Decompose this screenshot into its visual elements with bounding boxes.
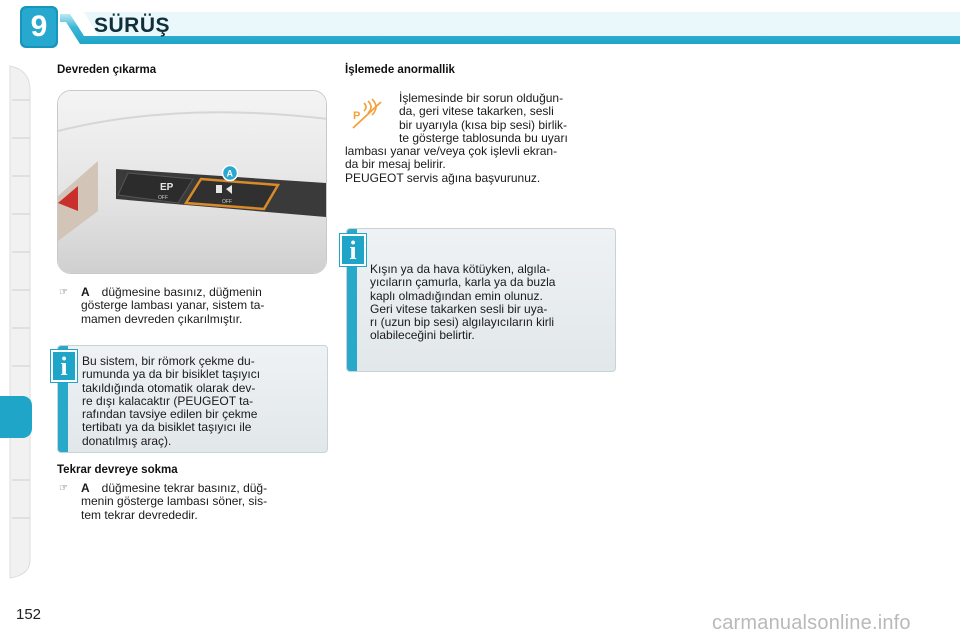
bullet-key: A [81,481,90,495]
info-line: yıcıların çamurla, karla ya da buzla [370,275,556,290]
bullet-text-line: menin gösterge lambası söner, sis- [81,494,268,509]
watermark: carmanualsonline.info [712,612,911,634]
chapter-title: SÜRÜŞ [94,14,171,37]
bullet-text-line: gösterge lambası yanar, sistem ta- [81,298,265,313]
bullet-text-first: düğmesine tekrar basınız, düğ- [101,481,268,495]
chapter-header [0,0,960,52]
info-line: donatılmış araç). [82,433,172,448]
info-line: rumunda ya da bir bisiklet taşıyıcı [82,367,261,382]
para-line: bir uyarıyla (kısa bip sesi) birlik- [399,117,568,132]
bullet-hand-icon: ☞ [59,287,68,298]
bullet-text-line: tem tekrar devrededir. [81,507,198,522]
svg-text:P: P [353,110,361,122]
info-box-winter [346,228,616,372]
info-box-trailer [57,345,328,453]
button1-sub: OFF [158,195,168,201]
bullet-key: A [81,285,90,299]
info-icon: i [51,350,77,382]
para-line: lambası yanar ve/veya çok işlevli ekran- [345,144,558,158]
info-line: takıldığında otomatik olarak dev- [82,380,256,395]
info-line: re dışı kalacaktır (PEUGEOT ta- [82,393,254,408]
info-line: Geri vitese takarken sesli bir uya- [370,301,548,316]
callout-a-label: A [226,168,233,179]
park-assist-fault-icon [349,98,389,132]
bullet-reactivate [59,482,327,522]
bullet-hand-icon: ☞ [59,483,68,494]
info-line: Bu sistem, bir römork çekme du- [82,354,255,368]
para-line: te gösterge tablosunda bu uyarı [399,130,568,145]
info-line: Kışın ya da hava kötüyken, algıla- [370,262,551,276]
bullet-disable [59,286,327,326]
section-heading-malfunction: İşlemede anormallik [345,64,455,76]
info-line: rı (uzun bip sesi) algılayıcıların kirli [370,315,555,330]
info-line: olabileceğini belirtir. [370,328,475,343]
section-heading-reactivate: Tekrar devreye sokma [57,464,178,476]
info-line: tertibatı ya da bisiklet taşıyıcı ile [82,420,252,435]
service-note: PEUGEOT servis ağına başvurunuz. [345,171,541,185]
chapter-tabs [0,60,36,580]
page-number: 152 [16,606,42,623]
bullet-text-first: düğmesine basınız, düğmenin [101,285,262,299]
para-line: İşlemesinde bir sorun olduğun- [399,91,564,105]
info-icon: i [340,234,366,266]
bullet-text-line: mamen devreden çıkarılmıştır. [81,311,243,326]
section-heading-disable: Devreden çıkarma [57,64,157,76]
info-line: kaplı olmadığından emin olunuz. [370,288,543,303]
button1-label: EP [160,182,174,193]
chapter-number: 9 [30,10,48,43]
dashboard-buttons-photo [57,90,327,274]
para-line: da bir mesaj belirir. [345,157,446,172]
para-line: da, geri vitese takarken, sesli [399,104,554,119]
button2-sub: OFF [222,199,232,205]
info-line: rafından tavsiye edilen bir çekme [82,407,258,422]
